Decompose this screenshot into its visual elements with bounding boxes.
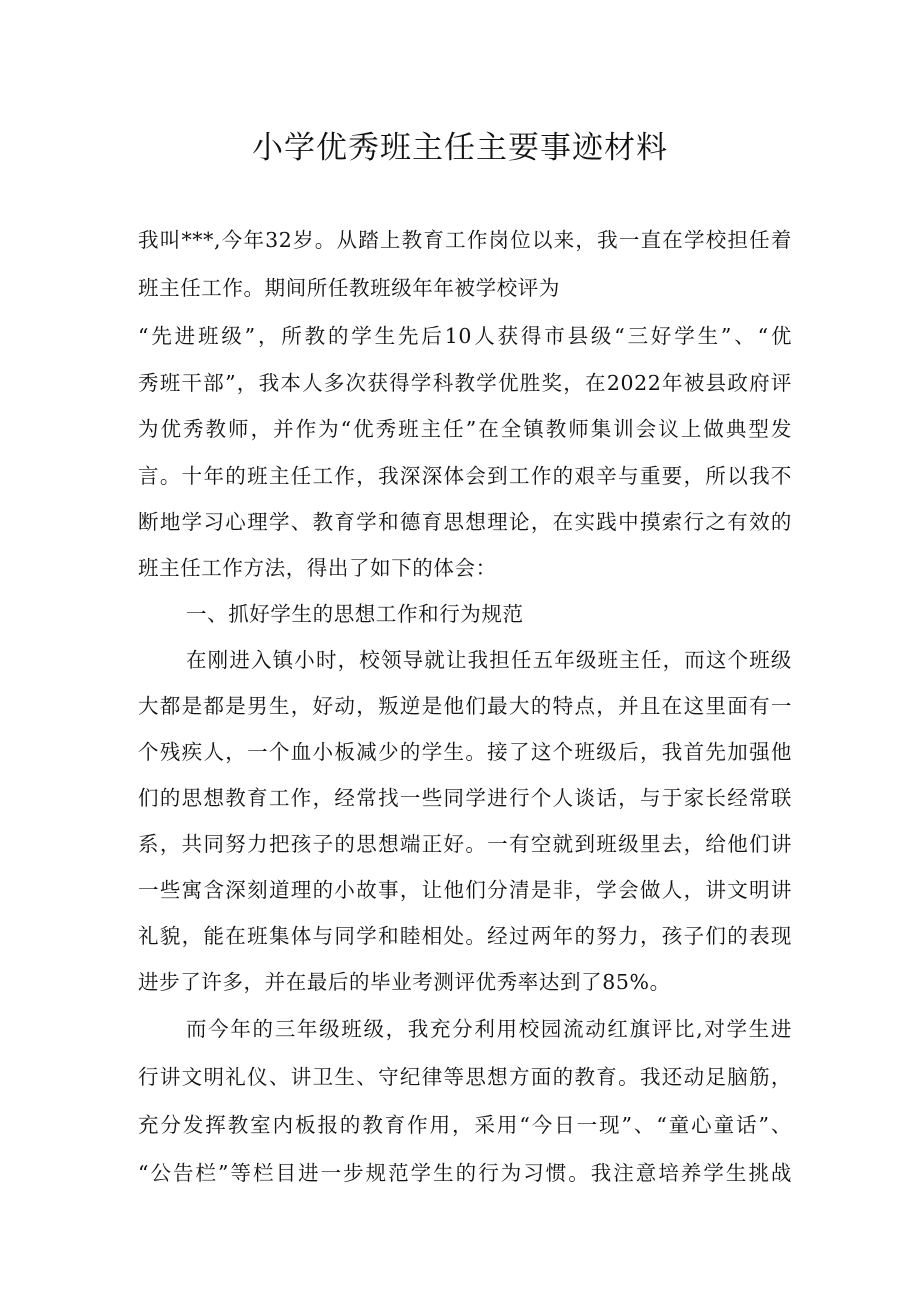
text-line: 秀班干部”，我本人多次获得学科教学优胜奖，在2022年被县政府评 [138,371,792,395]
text-line: 行讲文明礼仪、讲卫生、守纪律等思想方面的教育。我还动足脑筋， [138,1065,792,1089]
text-line: 班主任工作方法，得出了如下的体会： [138,556,497,580]
text-line: 断地学习心理学、教育学和德育思想理论，在实践中摸索行之有效的 [138,510,792,534]
text-line: 言。十年的班主任工作，我深深体会到工作的艰辛与重要，所以我不 [138,464,792,488]
document-title: 小学优秀班主任主要事迹材料 [252,130,668,166]
text-line: “公告栏”等栏目进一步规范学生的行为习惯。我注意培养学生挑战 [138,1161,792,1185]
text-line: “先进班级”，所教的学生先后10人获得市县级“三好学生”、“优 [138,324,792,348]
text-line: 系，共同努力把孩子的思想端正好。一有空就到班级里去，给他们讲 [138,832,792,856]
text-line: 一些寓含深刻道理的小故事，让他们分清是非，学会做人，讲文明讲 [138,878,792,902]
text-line: 进步了许多，并在最后的毕业考测评优秀率达到了85%。 [138,970,671,994]
text-line: 个残疾人，一个血小板减少的学生。接了这个班级后，我首先加强他 [138,740,792,764]
text-line: 班主任工作。期间所任教班级年年被学校评为 [138,276,560,300]
text-line: 充分发挥教室内板报的教育作用，采用“今日一现”、“童心童话”、 [138,1113,792,1137]
text-line: 们的思想教育工作，经常找一些同学进行个人谈话，与于家长经常联 [138,786,792,810]
text-line: 大都是都是男生，好动，叛逆是他们最大的特点，并且在这里面有一 [138,694,792,718]
text-line: 而今年的三年级班级，我充分利用校园流动红旗评比,对学生进 [186,1017,792,1041]
text-line: 为优秀教师，并作为“优秀班主任”在全镇教师集训会议上做典型发 [138,417,792,441]
text-line: 在刚进入镇小时，校领导就让我担任五年级班主任，而这个班级 [186,648,792,672]
section-heading: 一、抓好学生的思想工作和行为规范 [186,602,524,626]
text-line: 我叫***,今年32岁。从踏上教育工作岗位以来，我一直在学校担任着 [138,228,792,252]
text-line: 礼貌，能在班集体与同学和睦相处。经过两年的努力，孩子们的表现 [138,924,792,948]
